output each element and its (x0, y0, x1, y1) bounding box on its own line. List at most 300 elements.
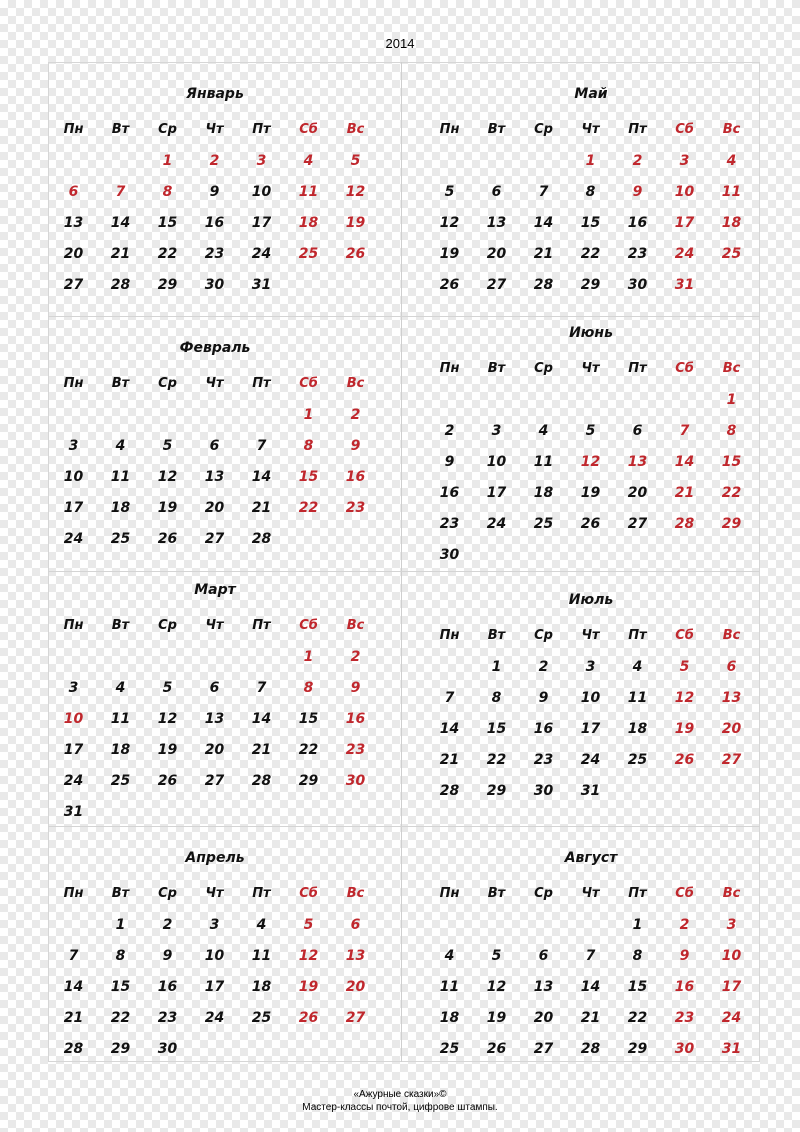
column-divider (401, 62, 402, 1062)
week-row (50, 176, 380, 207)
day-cell: 9 (632, 183, 643, 200)
year-title: 2014 (385, 36, 415, 51)
weekday-label: Пн (439, 886, 460, 901)
day-cell: 15 (486, 720, 507, 737)
day-cell: 21 (533, 245, 554, 262)
day-cell: 20 (345, 978, 366, 995)
day-cell: 6 (726, 658, 737, 675)
day-cell: 17 (204, 978, 225, 995)
day-cell: 18 (439, 1009, 460, 1026)
day-cell: 9 (350, 437, 361, 454)
day-cell: 4 (303, 152, 314, 169)
month-name: Июнь (569, 325, 613, 341)
day-cell: 24 (63, 530, 84, 547)
weekday-label: Чт (205, 618, 224, 633)
day-cell: 15 (627, 978, 648, 995)
week-row (426, 384, 756, 415)
day-cell: 23 (627, 245, 648, 262)
day-cell: 24 (63, 772, 84, 789)
weekday-label: Вт (111, 886, 130, 901)
day-cell: 15 (298, 710, 319, 727)
month-block (50, 580, 380, 827)
day-cell: 19 (345, 214, 366, 231)
day-cell: 10 (63, 710, 84, 727)
day-cell: 30 (345, 772, 366, 789)
day-cell: 2 (350, 406, 361, 423)
weekday-label: Чт (581, 886, 600, 901)
day-cell: 29 (721, 515, 742, 532)
week-row (50, 1033, 380, 1064)
day-cell: 6 (538, 947, 549, 964)
weekday-label: Сб (675, 361, 694, 376)
day-cell: 9 (444, 453, 455, 470)
weekday-label: Ср (534, 628, 553, 643)
weekday-header (426, 620, 756, 651)
day-cell: 30 (157, 1040, 178, 1057)
day-cell: 13 (204, 710, 225, 727)
weekday-label: Ср (158, 618, 177, 633)
day-cell: 24 (486, 515, 507, 532)
day-cell: 28 (251, 530, 272, 547)
weekday-label: Вс (722, 628, 741, 643)
month-block (50, 338, 380, 554)
day-cell: 5 (162, 437, 173, 454)
day-cell: 9 (679, 947, 690, 964)
weekday-label: Пт (628, 886, 647, 901)
month-block (426, 590, 756, 806)
weekday-label: Пн (63, 618, 84, 633)
footer (0, 1088, 800, 1114)
day-cell: 20 (721, 720, 742, 737)
day-cell: 24 (580, 751, 601, 768)
day-cell: 14 (533, 214, 554, 231)
weekday-label: Ср (534, 361, 553, 376)
day-cell: 6 (209, 437, 220, 454)
day-cell: 5 (444, 183, 455, 200)
weekday-label: Ср (534, 886, 553, 901)
day-cell: 27 (627, 515, 648, 532)
day-cell: 15 (580, 214, 601, 231)
weekday-label: Ср (158, 376, 177, 391)
day-cell: 3 (491, 422, 502, 439)
day-cell: 11 (533, 453, 554, 470)
day-cell: 5 (491, 947, 502, 964)
week-row (50, 207, 380, 238)
day-cell: 25 (298, 245, 319, 262)
weekday-label: Пт (252, 886, 271, 901)
day-cell: 1 (162, 152, 173, 169)
weekday-label: Пн (439, 122, 460, 137)
day-cell: 2 (679, 916, 690, 933)
day-cell: 22 (157, 245, 178, 262)
day-cell: 28 (251, 772, 272, 789)
week-row (426, 971, 756, 1002)
weekday-label: Вт (111, 618, 130, 633)
weekday-label: Пн (439, 628, 460, 643)
day-cell: 17 (674, 214, 695, 231)
day-cell: 1 (726, 391, 737, 408)
day-cell: 14 (110, 214, 131, 231)
weekday-label: Чт (581, 361, 600, 376)
weekday-label: Ср (158, 122, 177, 137)
day-cell: 8 (115, 947, 126, 964)
day-cell: 20 (486, 245, 507, 262)
day-cell: 31 (580, 782, 601, 799)
day-cell: 25 (627, 751, 648, 768)
week-row (50, 238, 380, 269)
day-cell: 16 (345, 710, 366, 727)
weekday-label: Сб (299, 886, 318, 901)
day-cell: 12 (345, 183, 366, 200)
day-cell: 15 (721, 453, 742, 470)
week-row (426, 508, 756, 539)
day-cell: 21 (580, 1009, 601, 1026)
week-row (426, 539, 756, 570)
day-cell: 7 (256, 437, 267, 454)
day-cell: 21 (674, 484, 695, 501)
day-cell: 12 (439, 214, 460, 231)
day-cell: 24 (204, 1009, 225, 1026)
day-cell: 28 (439, 782, 460, 799)
day-cell: 17 (63, 499, 84, 516)
day-cell: 6 (350, 916, 361, 933)
weekday-label: Вт (487, 122, 506, 137)
day-cell: 4 (115, 679, 126, 696)
day-cell: 6 (209, 679, 220, 696)
weekday-header (426, 114, 756, 145)
day-cell: 30 (627, 276, 648, 293)
day-cell: 8 (585, 183, 596, 200)
day-cell: 23 (533, 751, 554, 768)
day-cell: 25 (533, 515, 554, 532)
day-cell: 6 (68, 183, 79, 200)
week-row (50, 703, 380, 734)
day-cell: 23 (157, 1009, 178, 1026)
day-cell: 16 (674, 978, 695, 995)
week-row (50, 672, 380, 703)
day-cell: 7 (585, 947, 596, 964)
day-cell: 13 (486, 214, 507, 231)
weekday-label: Ср (534, 122, 553, 137)
week-row (426, 145, 756, 176)
day-cell: 26 (580, 515, 601, 532)
day-cell: 11 (110, 710, 131, 727)
day-cell: 25 (110, 772, 131, 789)
weekday-label: Пт (252, 376, 271, 391)
day-cell: 17 (63, 741, 84, 758)
day-cell: 23 (204, 245, 225, 262)
day-cell: 10 (674, 183, 695, 200)
day-cell: 21 (110, 245, 131, 262)
weekday-label: Сб (299, 122, 318, 137)
day-cell: 26 (486, 1040, 507, 1057)
day-cell: 7 (115, 183, 126, 200)
day-cell: 18 (721, 214, 742, 231)
day-cell: 26 (157, 772, 178, 789)
day-cell: 13 (345, 947, 366, 964)
day-cell: 20 (204, 499, 225, 516)
weekday-label: Вт (487, 361, 506, 376)
month-name: Август (564, 850, 618, 866)
day-cell: 9 (162, 947, 173, 964)
weekday-header (50, 368, 380, 399)
weekday-label: Пн (439, 361, 460, 376)
day-cell: 11 (627, 689, 648, 706)
weekday-label: Сб (675, 628, 694, 643)
week-row (426, 269, 756, 300)
week-row (50, 940, 380, 971)
weekday-label: Вс (346, 886, 365, 901)
day-cell: 10 (63, 468, 84, 485)
weekday-header (50, 878, 380, 909)
day-cell: 3 (256, 152, 267, 169)
day-cell: 26 (298, 1009, 319, 1026)
day-cell: 15 (157, 214, 178, 231)
day-cell: 20 (627, 484, 648, 501)
day-cell: 4 (444, 947, 455, 964)
day-cell: 19 (486, 1009, 507, 1026)
day-cell: 10 (251, 183, 272, 200)
day-cell: 19 (439, 245, 460, 262)
day-cell: 22 (580, 245, 601, 262)
week-row (50, 734, 380, 765)
day-cell: 18 (627, 720, 648, 737)
weekday-label: Вт (487, 886, 506, 901)
weekday-label: Пн (63, 122, 84, 137)
day-cell: 25 (251, 1009, 272, 1026)
day-cell: 1 (585, 152, 596, 169)
weekday-label: Вс (346, 122, 365, 137)
day-cell: 23 (439, 515, 460, 532)
day-cell: 30 (533, 782, 554, 799)
day-cell: 9 (350, 679, 361, 696)
day-cell: 1 (115, 916, 126, 933)
day-cell: 25 (110, 530, 131, 547)
day-cell: 14 (580, 978, 601, 995)
day-cell: 3 (68, 679, 79, 696)
day-cell: 2 (538, 658, 549, 675)
day-cell: 19 (157, 741, 178, 758)
day-cell: 31 (251, 276, 272, 293)
day-cell: 21 (251, 499, 272, 516)
day-cell: 22 (627, 1009, 648, 1026)
day-cell: 2 (209, 152, 220, 169)
day-cell: 26 (157, 530, 178, 547)
weekday-label: Пт (628, 361, 647, 376)
day-cell: 30 (204, 276, 225, 293)
day-cell: 17 (580, 720, 601, 737)
day-cell: 20 (204, 741, 225, 758)
footer-brand: «Ажурные сказки»© (353, 1089, 447, 1100)
day-cell: 16 (439, 484, 460, 501)
day-cell: 2 (444, 422, 455, 439)
day-cell: 12 (486, 978, 507, 995)
day-cell: 8 (491, 689, 502, 706)
weekday-label: Пн (63, 886, 84, 901)
day-cell: 10 (580, 689, 601, 706)
week-row (50, 641, 380, 672)
weekday-label: Пн (63, 376, 84, 391)
day-cell: 3 (726, 916, 737, 933)
week-row (426, 446, 756, 477)
weekday-label: Вс (722, 886, 741, 901)
weekday-label: Сб (675, 886, 694, 901)
day-cell: 31 (721, 1040, 742, 1057)
day-cell: 1 (303, 648, 314, 665)
day-cell: 7 (679, 422, 690, 439)
weekday-label: Вт (111, 122, 130, 137)
day-cell: 28 (533, 276, 554, 293)
day-cell: 9 (538, 689, 549, 706)
day-cell: 30 (439, 546, 460, 563)
day-cell: 28 (580, 1040, 601, 1057)
day-cell: 26 (674, 751, 695, 768)
day-cell: 29 (110, 1040, 131, 1057)
day-cell: 11 (110, 468, 131, 485)
day-cell: 23 (674, 1009, 695, 1026)
day-cell: 1 (303, 406, 314, 423)
day-cell: 3 (68, 437, 79, 454)
day-cell: 8 (632, 947, 643, 964)
week-row (50, 765, 380, 796)
week-row (50, 492, 380, 523)
day-cell: 11 (439, 978, 460, 995)
day-cell: 14 (63, 978, 84, 995)
month-name: Апрель (185, 850, 245, 866)
day-cell: 27 (204, 530, 225, 547)
week-row (50, 1002, 380, 1033)
day-cell: 10 (486, 453, 507, 470)
footer-tagline: Мастер-классы почтой, цифрове штампы. (302, 1102, 498, 1113)
week-row (426, 713, 756, 744)
day-cell: 4 (538, 422, 549, 439)
day-cell: 16 (627, 214, 648, 231)
day-cell: 23 (345, 741, 366, 758)
weekday-label: Сб (299, 376, 318, 391)
day-cell: 16 (204, 214, 225, 231)
month-block (426, 323, 756, 570)
week-row (50, 909, 380, 940)
day-cell: 21 (251, 741, 272, 758)
weekday-label: Чт (581, 122, 600, 137)
weekday-label: Чт (581, 628, 600, 643)
weekday-label: Чт (205, 376, 224, 391)
day-cell: 22 (486, 751, 507, 768)
weekday-label: Сб (675, 122, 694, 137)
day-cell: 7 (256, 679, 267, 696)
day-cell: 7 (444, 689, 455, 706)
week-row (426, 682, 756, 713)
day-cell: 18 (298, 214, 319, 231)
day-cell: 16 (157, 978, 178, 995)
row-divider (48, 316, 760, 317)
weekday-label: Вс (346, 376, 365, 391)
weekday-header (50, 114, 380, 145)
day-cell: 27 (204, 772, 225, 789)
day-cell: 28 (674, 515, 695, 532)
day-cell: 27 (533, 1040, 554, 1057)
day-cell: 8 (303, 679, 314, 696)
day-cell: 5 (303, 916, 314, 933)
day-cell: 3 (679, 152, 690, 169)
day-cell: 4 (256, 916, 267, 933)
day-cell: 20 (533, 1009, 554, 1026)
day-cell: 13 (204, 468, 225, 485)
day-cell: 18 (110, 741, 131, 758)
day-cell: 14 (251, 710, 272, 727)
day-cell: 11 (721, 183, 742, 200)
month-block (426, 848, 756, 1064)
day-cell: 5 (585, 422, 596, 439)
day-cell: 6 (632, 422, 643, 439)
week-row (426, 940, 756, 971)
day-cell: 13 (533, 978, 554, 995)
weekday-header (426, 878, 756, 909)
day-cell: 2 (162, 916, 173, 933)
day-cell: 9 (209, 183, 220, 200)
day-cell: 13 (63, 214, 84, 231)
day-cell: 26 (439, 276, 460, 293)
weekday-label: Сб (299, 618, 318, 633)
day-cell: 30 (674, 1040, 695, 1057)
week-row (426, 415, 756, 446)
day-cell: 21 (439, 751, 460, 768)
day-cell: 13 (627, 453, 648, 470)
day-cell: 22 (298, 741, 319, 758)
month-block (50, 848, 380, 1064)
day-cell: 22 (721, 484, 742, 501)
day-cell: 21 (63, 1009, 84, 1026)
day-cell: 15 (298, 468, 319, 485)
day-cell: 27 (63, 276, 84, 293)
week-row (50, 796, 380, 827)
day-cell: 27 (721, 751, 742, 768)
day-cell: 3 (585, 658, 596, 675)
day-cell: 19 (157, 499, 178, 516)
day-cell: 8 (162, 183, 173, 200)
week-row (50, 523, 380, 554)
week-row (426, 651, 756, 682)
day-cell: 25 (439, 1040, 460, 1057)
month-block (426, 84, 756, 300)
week-row (426, 1002, 756, 1033)
month-block (50, 84, 380, 300)
day-cell: 27 (486, 276, 507, 293)
week-row (50, 399, 380, 430)
day-cell: 29 (298, 772, 319, 789)
day-cell: 12 (157, 468, 178, 485)
month-name: Март (194, 582, 236, 598)
month-name: Май (574, 86, 608, 102)
weekday-label: Пт (628, 122, 647, 137)
week-row (50, 971, 380, 1002)
day-cell: 8 (303, 437, 314, 454)
day-cell: 16 (345, 468, 366, 485)
week-row (50, 430, 380, 461)
week-row (426, 909, 756, 940)
week-row (426, 207, 756, 238)
weekday-label: Пт (628, 628, 647, 643)
day-cell: 10 (204, 947, 225, 964)
day-cell: 29 (157, 276, 178, 293)
day-cell: 29 (627, 1040, 648, 1057)
day-cell: 28 (63, 1040, 84, 1057)
day-cell: 17 (486, 484, 507, 501)
day-cell: 4 (632, 658, 643, 675)
day-cell: 29 (486, 782, 507, 799)
day-cell: 31 (63, 803, 84, 820)
day-cell: 1 (632, 916, 643, 933)
